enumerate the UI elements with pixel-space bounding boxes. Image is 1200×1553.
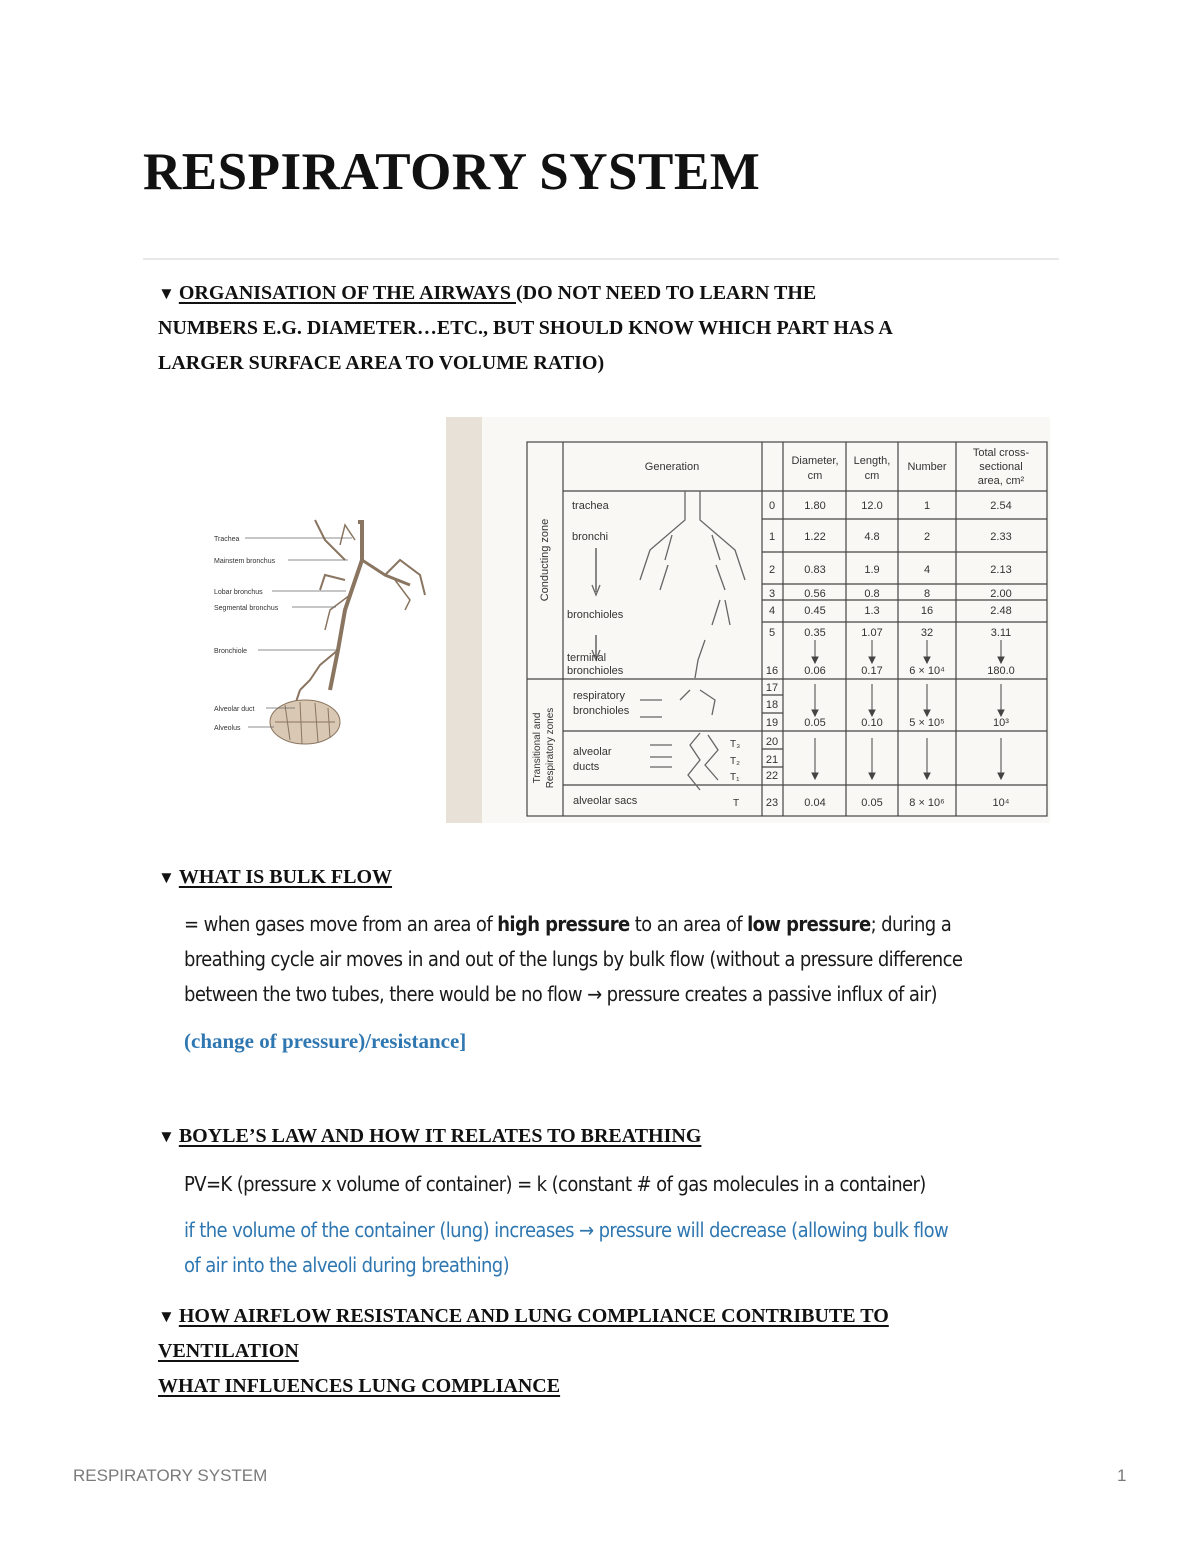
label-mainstem-bronchus: Mainstem bronchus: [214, 558, 276, 565]
cell-len-row-5: 1.07: [861, 627, 883, 639]
page-title: RESPIRATORY SYSTEM: [143, 143, 761, 201]
cell-diam-row-0: 1.80: [804, 500, 826, 512]
header-diameter-2: cm: [807, 470, 823, 482]
name-duct-2: ducts: [573, 761, 600, 773]
name-bronchi: bronchi: [572, 531, 609, 543]
text-line-1: if the volume of the container (lung) increases → pressure will decrease (allowing bulk flow: [184, 1218, 949, 1242]
label-bronchiole: Bronchiole: [214, 648, 248, 655]
name-duct-1: alveolar: [573, 746, 612, 758]
cell-num-row-2: 4: [923, 564, 931, 576]
section-heading-boyle[interactable]: [158, 1119, 701, 1154]
heading-line-3: LARGER SURFACE AREA TO VOLUME RATIO): [158, 352, 605, 374]
scan-edge: [446, 417, 482, 823]
cell-area-row-5: 3.11: [990, 627, 1012, 639]
name-t: T: [733, 798, 740, 809]
zone-transitional-2: Respiratory zones: [545, 707, 556, 789]
zone-transitional-1: Transitional and: [532, 712, 543, 784]
cell-diam-row-9: 0.05: [804, 717, 826, 729]
bold-low-pressure: low pressure: [747, 912, 871, 936]
collapse-triangle-icon[interactable]: ▼: [158, 284, 175, 303]
cell-len-row-1: 4.8: [864, 531, 880, 543]
cell-len-row-3: 0.8: [864, 588, 880, 600]
name-sacs: alveolar sacs: [573, 795, 638, 807]
label-alveolus: Alveolus: [214, 725, 241, 732]
bronchial-tree-illustration: [295, 520, 425, 705]
cell-gen-row-13: 23: [765, 797, 779, 809]
collapse-triangle-icon[interactable]: ▼: [158, 1307, 175, 1326]
cell-gen-row-5: 5: [768, 627, 776, 639]
cell-num-row-1: 2: [923, 531, 931, 543]
cell-area-row-2: 2.13: [990, 564, 1012, 576]
text-run: = when gases move from an area of: [184, 912, 498, 936]
header-area-3: area, cm²: [977, 475, 1025, 487]
heading-text: WHAT IS BULK FLOW: [178, 866, 393, 888]
cell-area-row-9: 10³: [993, 717, 1009, 729]
cell-gen-row-12: 22: [765, 770, 779, 782]
cell-len-row-4: 1.3: [864, 605, 880, 617]
zone-conducting: Conducting zone: [539, 518, 551, 602]
text-run: to an area of: [629, 912, 748, 936]
cell-gen-row-10: 20: [765, 736, 779, 748]
name-t2: T₂: [730, 756, 740, 767]
cell-area-row-0: 2.54: [990, 500, 1012, 512]
cell-gen-row-2: 2: [768, 564, 776, 576]
cell-gen-row-1: 1: [768, 531, 776, 543]
text-line-2: of air into the alveoli during breathing): [184, 1253, 510, 1277]
footer-page-number: 1: [1117, 1466, 1127, 1485]
name-resp-1: respiratory: [573, 690, 625, 702]
heading-line-3: WHAT INFLUENCES LUNG COMPLIANCE: [158, 1375, 561, 1397]
cell-diam-row-6: 0.06: [804, 665, 826, 677]
name-terminal-1: terminal: [567, 652, 607, 664]
section-heading-airflow[interactable]: [158, 1299, 889, 1404]
text-line-2: breathing cycle air moves in and out of the lungs by bulk flow (without a pressure difference: [184, 947, 963, 971]
cell-num-row-5: 32: [920, 627, 934, 639]
header-area-2: sectional: [979, 461, 1023, 473]
cell-len-row-0: 12.0: [861, 500, 883, 512]
cell-gen-row-11: 21: [765, 754, 779, 766]
cell-len-row-2: 1.9: [864, 564, 880, 576]
cell-num-row-0: 1: [923, 500, 931, 512]
cell-area-row-3: 2.00: [990, 588, 1012, 600]
cell-gen-row-3: 3: [768, 588, 776, 600]
heading-text: BOYLE’S LAW AND HOW IT RELATES TO BREATHING: [178, 1125, 702, 1147]
cell-diam-row-1: 1.22: [804, 531, 826, 543]
heading-rest-text: (DO NOT NEED TO LEARN THE: [516, 282, 817, 304]
cell-gen-row-7: 17: [765, 682, 779, 694]
header-length-2: cm: [864, 470, 880, 482]
text-line-3: between the two tubes, there would be no flow → pressure creates a passive influx of air): [184, 982, 937, 1006]
cell-diam-row-13: 0.04: [804, 797, 826, 809]
name-t3: T₃: [730, 739, 741, 750]
cell-gen-row-0: 0: [768, 500, 776, 512]
label-alveolar-duct: Alveolar duct: [214, 706, 255, 713]
label-lobar-bronchus: Lobar bronchus: [214, 589, 263, 596]
collapse-triangle-icon[interactable]: ▼: [158, 1127, 175, 1146]
cell-diam-row-3: 0.56: [804, 588, 826, 600]
cell-diam-row-2: 0.83: [804, 564, 826, 576]
anatomy-leader-lines: [245, 538, 352, 727]
bold-high-pressure: high pressure: [497, 912, 630, 936]
cell-diam-row-5: 0.35: [804, 627, 826, 639]
cell-area-row-1: 2.33: [990, 531, 1012, 543]
cell-area-row-4: 2.48: [990, 605, 1012, 617]
cell-gen-row-4: 4: [768, 605, 776, 617]
header-diameter-1: Diameter,: [791, 455, 839, 467]
cell-num-row-9: 5 × 10⁵: [909, 717, 945, 729]
bulk-flow-formula: (change of pressure)/resistance]: [184, 1029, 467, 1053]
cell-len-row-6: 0.17: [861, 665, 883, 677]
name-t1: T₁: [730, 772, 740, 783]
label-trachea: Trachea: [214, 536, 240, 543]
cell-gen-row-9: 19: [765, 717, 779, 729]
text-run: ; during a: [870, 912, 952, 936]
cell-len-row-13: 0.05: [861, 797, 883, 809]
header-generation: Generation: [644, 461, 700, 473]
heading-line-2: NUMBERS E.G. DIAMETER…ETC., BUT SHOULD KNOW WHICH PART HAS A: [158, 317, 893, 339]
footer-title: RESPIRATORY SYSTEM: [73, 1466, 268, 1485]
header-area-1: Total cross-: [972, 447, 1030, 459]
anatomy-labels: [214, 536, 279, 732]
heading-line-1: HOW AIRFLOW RESISTANCE AND LUNG COMPLIANCE CONTRIBUTE TO: [178, 1305, 889, 1327]
cell-diam-row-4: 0.45: [804, 605, 826, 617]
bulk-flow-paragraph: [184, 907, 962, 1012]
cell-area-row-6: 180.0: [987, 665, 1015, 677]
cell-num-row-3: 8: [923, 588, 931, 600]
heading-line-2: VENTILATION: [158, 1340, 299, 1362]
cell-len-row-9: 0.10: [861, 717, 883, 729]
name-terminal-2: bronchioles: [567, 665, 624, 677]
cell-gen-row-8: 18: [765, 699, 779, 711]
cell-num-row-13: 8 × 10⁶: [909, 797, 945, 809]
name-bronchioles: bronchioles: [567, 609, 624, 621]
name-resp-2: bronchioles: [573, 705, 630, 717]
header-number: Number: [907, 461, 947, 473]
cell-num-row-4: 16: [920, 605, 934, 617]
name-trachea: trachea: [572, 500, 609, 512]
cell-gen-row-6: 16: [765, 665, 779, 677]
collapse-triangle-icon[interactable]: ▼: [158, 868, 175, 887]
section-heading-bulk-flow[interactable]: [158, 860, 392, 895]
header-length-1: Length,: [853, 455, 891, 467]
label-segmental-bronchus: Segmental bronchus: [214, 605, 279, 612]
heading-underlined-text: ORGANISATION OF THE AIRWAYS: [178, 282, 516, 304]
cell-area-row-13: 10⁴: [992, 797, 1010, 809]
cell-num-row-6: 6 × 10⁴: [909, 665, 945, 677]
boyle-explanation: [184, 1213, 948, 1283]
boyle-equation-text: PV=K (pressure x volume of container) = k (constant # of gas molecules in a container): [184, 1172, 926, 1196]
